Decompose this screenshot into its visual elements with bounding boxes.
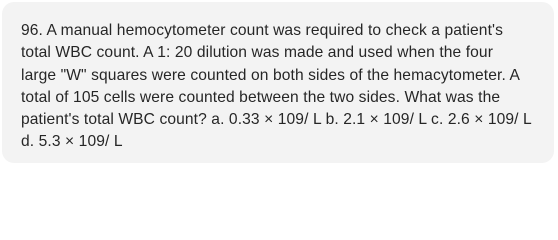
question-card — [2, 2, 554, 163]
question-text: 96. A manual hemocytometer count was required to check a patient's total WBC count. A 1: 20 dilution was made and used when the four large "W" squares were counted on both sides of the hemacytometer. A total of 105 cells were counted between the two sides. What was the patient's total WBC count? a. 0.33 × 109/ L b. 2.1 × 109/ L c. 2.6 × 109/ L d. 5.3 × 109/ L — [21, 22, 532, 151]
